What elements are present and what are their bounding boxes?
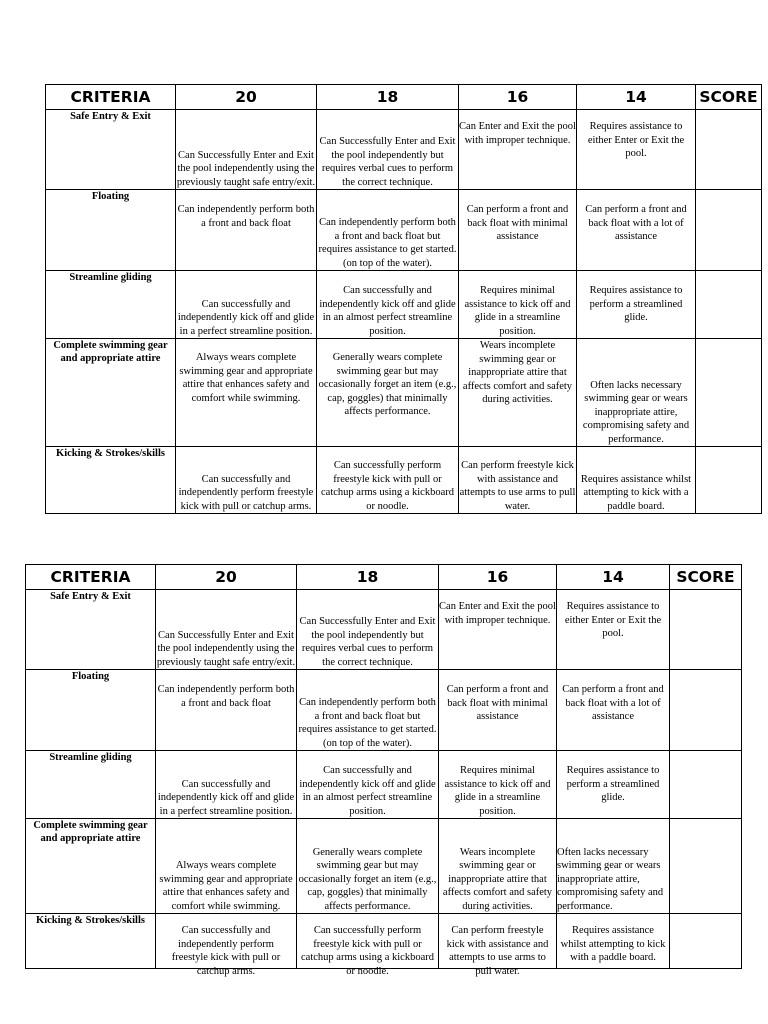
level-20-cell [156,914,297,977]
level-18-cell: Can Successfully Enter and Exit the pool independently but requires verbal cues to perform the correct technique. [297,590,439,670]
level-16-cell: Wears incomplete swimming gear or inappropriate attire that affects comfort and safety during activities. [459,339,577,447]
level-16-cell: Can perform freestyle kick with assistance and attempts to use arms to pull water. [459,447,577,514]
criteria-cell: Safe Entry & Exit [26,590,156,670]
score-cell[interactable] [696,190,762,271]
score-cell[interactable] [670,670,742,751]
header-18: 18 [297,565,439,590]
table-row [46,447,762,514]
rubric-table-2 [25,564,742,977]
level-14-cell: Can perform a front and back float with a lot of assistance [577,190,696,271]
level-18-cell: Can independently perform both a front and back float but requires assistance to get started. (on top of the water). [297,670,439,751]
header-score: SCORE [696,85,762,110]
table-row [46,190,762,271]
score-cell[interactable] [696,447,762,514]
criteria-cell: Streamline gliding [26,751,156,819]
level-20-cell: Can independently perform both a front and back float [156,670,297,751]
level-20-cell: Always wears complete swimming gear and appropriate attire that enhances safety and comfort while swimming. [176,339,317,447]
header-criteria: CRITERIA [26,565,156,590]
score-cell[interactable] [696,110,762,190]
level-18-cell: Can successfully and independently kick off and glide in an almost perfect streamline position. [317,271,459,339]
criteria-cell: Complete swimming gear and appropriate attire [46,339,176,447]
level-14-cell: Often lacks necessary swimming gear or wears inappropriate attire, compromising safety and performance. [557,819,670,914]
rubric-table-1 [45,84,762,514]
level-16-cell [439,914,557,977]
score-cell[interactable] [670,751,742,819]
level-14-cell: Requires assistance to perform a streamlined glide. [557,751,670,819]
score-cell[interactable] [696,339,762,447]
table-row [26,914,742,969]
criteria-cell: Kicking & Strokes/skills [46,447,176,514]
header-14: 14 [577,85,696,110]
score-cell[interactable] [670,914,742,969]
cell-text: Can perform freestyle kick with assistance and attempts to use arms to pull water. [446,925,549,977]
level-14-cell: Requires assistance to perform a streamlined glide. [577,271,696,339]
level-18-cell: Can successfully perform freestyle kick with pull or catchup arms using a kickboard or noodle. [317,447,459,514]
level-18-cell: Generally wears complete swimming gear but may occasionally forget an item (e.g., cap, goggles) that minimally affects performance. [317,339,459,447]
level-16-cell: Can perform a front and back float with minimal assistance [459,190,577,271]
table-row [26,670,742,751]
header-row [26,565,742,590]
level-14-cell [557,914,670,969]
header-criteria: CRITERIA [46,85,176,110]
level-18-cell [297,914,439,977]
level-18-cell: Can independently perform both a front and back float but requires assistance to get started. (on top of the water). [317,190,459,271]
criteria-cell: Floating [46,190,176,271]
header-20: 20 [176,85,317,110]
table-row [46,271,762,339]
cell-text: Requires assistance whilst attempting to kick with a paddle board. [560,925,666,963]
level-16-cell: Can Enter and Exit the pool with improper technique. [439,590,557,670]
level-14-cell: Often lacks necessary swimming gear or wears inappropriate attire, compromising safety and performance. [577,339,696,447]
header-14: 14 [557,565,670,590]
level-16-cell: Requires minimal assistance to kick off and glide in a streamline position. [439,751,557,819]
level-14-cell: Requires assistance to either Enter or Exit the pool. [557,590,670,670]
level-14-cell: Requires assistance whilst attempting to kick with a paddle board. [577,447,696,514]
level-18-cell: Can Successfully Enter and Exit the pool independently but requires verbal cues to perform the correct technique. [317,110,459,190]
level-20-cell: Can Successfully Enter and Exit the pool independently using the previously taught safe entry/exit. [156,590,297,670]
header-score: SCORE [670,565,742,590]
table-row [46,339,762,447]
table-row [26,819,742,914]
level-18-cell: Generally wears complete swimming gear but may occasionally forget an item (e.g., cap, goggles) that minimally affects performance. [297,819,439,914]
header-16: 16 [439,565,557,590]
level-20-cell: Can independently perform both a front and back float [176,190,317,271]
cell-text: Can successfully and independently perform freestyle kick with pull or catchup arms. [171,925,281,977]
header-20: 20 [156,565,297,590]
level-16-cell: Requires minimal assistance to kick off and glide in a streamline position. [459,271,577,339]
criteria-cell: Kicking & Strokes/skills [26,914,156,969]
criteria-cell: Floating [26,670,156,751]
criteria-cell: Complete swimming gear and appropriate attire [26,819,156,914]
level-16-cell: Can Enter and Exit the pool with improper technique. [459,110,577,190]
level-20-cell: Can successfully and independently kick off and glide in a perfect streamline position. [156,751,297,819]
score-cell[interactable] [696,271,762,339]
table-row [26,751,742,819]
table-row [26,590,742,670]
level-20-cell: Always wears complete swimming gear and appropriate attire that enhances safety and comfort while swimming. [156,819,297,914]
score-cell[interactable] [670,819,742,914]
table-row [46,110,762,190]
level-20-cell: Can successfully and independently kick off and glide in a perfect streamline position. [176,271,317,339]
header-16: 16 [459,85,577,110]
level-20-cell: Can successfully and independently perform freestyle kick with pull or catchup arms. [176,447,317,514]
level-16-cell: Can perform a front and back float with minimal assistance [439,670,557,751]
level-14-cell: Requires assistance to either Enter or Exit the pool. [577,110,696,190]
level-16-cell: Wears incomplete swimming gear or inappropriate attire that affects comfort and safety during activities. [439,819,557,914]
score-cell[interactable] [670,590,742,670]
header-row [46,85,762,110]
header-18: 18 [317,85,459,110]
criteria-cell: Safe Entry & Exit [46,110,176,190]
level-14-cell: Can perform a front and back float with a lot of assistance [557,670,670,751]
level-18-cell: Can successfully and independently kick off and glide in an almost perfect streamline position. [297,751,439,819]
criteria-cell: Streamline gliding [46,271,176,339]
level-20-cell: Can Successfully Enter and Exit the pool independently using the previously taught safe entry/exit. [176,110,317,190]
cell-text: Can successfully perform freestyle kick with pull or catchup arms using a kickboard or noodle. [301,925,434,977]
